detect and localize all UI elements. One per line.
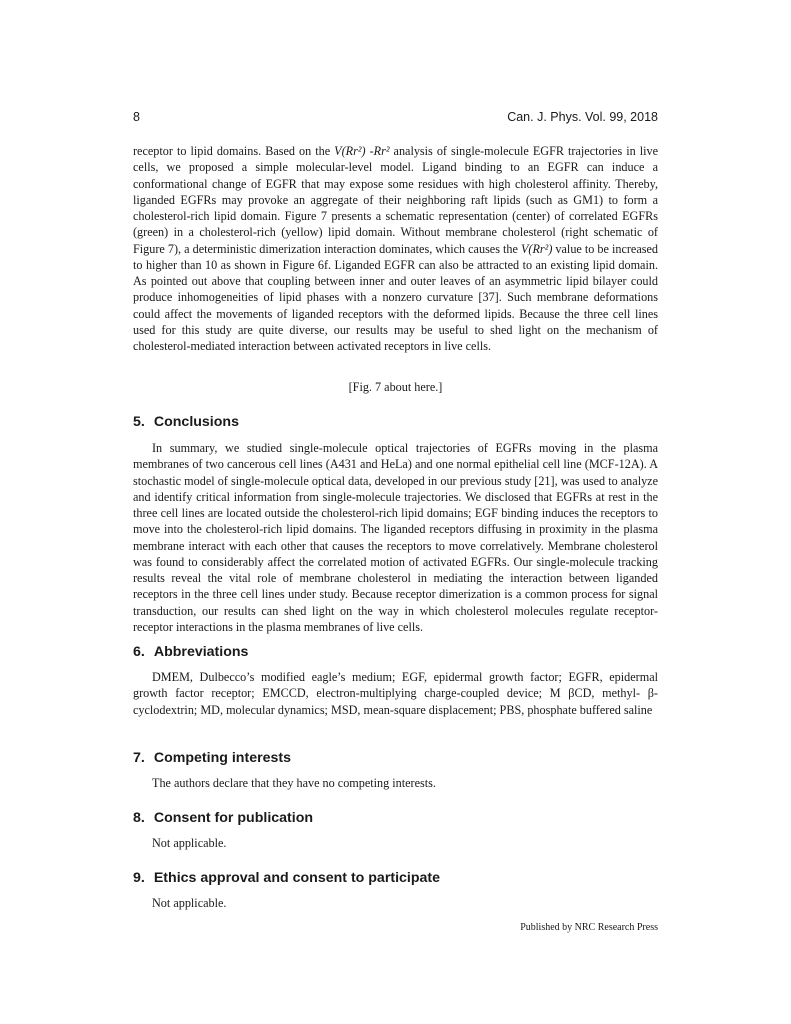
section-title: Competing interests <box>153 750 292 766</box>
page-number: 8 <box>133 110 140 124</box>
ethics-paragraph <box>133 895 658 911</box>
math-expression-2: V(Rr²) <box>520 241 553 256</box>
section-heading-competing-interests <box>133 750 291 766</box>
section-heading-consent <box>133 810 313 826</box>
section-heading-abbreviations <box>133 644 248 660</box>
intro-text-1: receptor to lipid domains. Based on the <box>133 144 335 158</box>
abbreviations-paragraph <box>133 669 658 718</box>
competing-interests-text: The authors declare that they have no competing interests. <box>152 776 436 790</box>
section-number: 6. <box>133 644 145 660</box>
intro-text-3: value to be increased to higher than 10 as shown in Figure 6f. Liganded EGFR can also be attracted to an existing lipid domain. As pointed out above that coupling between inner and outer leaves of an asymmetric lipid bilayer could produce inhomogeneities of lipid phases with a nonzero curvature [37]. Such membrane deformations could affect the movements of liganded receptors with the deformed lipids. Because the three cell lines used for this study are quite diverse, our results may be useful to shed light on the mechanism of cholesterol-mediated interaction between activated receptors in live cells. <box>133 241 658 353</box>
intro-text-2: analysis of single-molecule EGFR trajectories in live cells, we proposed a simple molecular-level model. Ligand binding to an EGFR can induce a conformational change of EGFR that may expose some residues with high cholesterol affinity. Thereby, liganded EGFRs may provoke an aggregate of their neighboring raft lipids (such as GM1) to form a cholesterol-rich lipid domain. Figure 7 presents a schematic representation (center) of correlated EGFRs (green) in a cholesterol-rich (yellow) lipid domain. Without membrane cholesterol (right schematic of Figure 7), a deterministic dimerization interaction dominates, which causes the <box>133 144 658 256</box>
consent-text: Not applicable. <box>152 836 227 850</box>
section-number: 8. <box>133 810 145 826</box>
section-number: 5. <box>133 414 145 430</box>
abbreviations-text: DMEM, Dulbecco’s modified eagle’s medium; EGF, epidermal growth factor; EGFR, epidermal growth factor receptor; EMCCD, electron-multiplying charge-coupled device; M βCD, methyl- β-cyclodextrin; MD, molecular dynamics; MSD, mean-square displacement; PBS, phosphate buffered saline <box>133 670 658 717</box>
figure-placeholder-note: [Fig. 7 about here.] <box>348 380 443 394</box>
conclusions-paragraph <box>133 440 658 635</box>
math-expression-1: V(Rr²) -Rr² <box>334 144 390 158</box>
competing-interests-paragraph <box>133 775 658 791</box>
section-title: Conclusions <box>153 414 239 430</box>
journal-citation: Can. J. Phys. Vol. 99, 2018 <box>507 110 658 124</box>
section-title: Abbreviations <box>153 644 249 660</box>
section-heading-conclusions <box>133 414 239 430</box>
section-title: Ethics approval and consent to participate <box>153 870 441 886</box>
consent-paragraph <box>133 835 658 851</box>
running-header <box>133 110 658 128</box>
section-number: 9. <box>133 870 145 886</box>
ethics-text: Not applicable. <box>152 896 227 910</box>
section-number: 7. <box>133 750 145 766</box>
publisher-footer: Published by NRC Research Press <box>520 922 658 933</box>
section-title: Consent for publication <box>153 810 314 826</box>
conclusions-text: In summary, we studied single-molecule optical trajectories of EGFRs moving in the plasma membranes of two cancerous cell lines (A431 and HeLa) and one normal epithelial cell line (MCF-12A). A stochastic model of single-molecule optical data, developed in our previous study [21], was used to analyze and identify critical information from single-molecule trajectories. We disclosed that EGFRs at rest in the three cell lines are located outside the cholesterol-rich lipid domains; EGF binding induces the receptors to move into the cholesterol-rich lipid domains. The liganded receptors diffusing in proximity in the plasma membrane interact with each other that causes the receptors to move correlatively. Membrane cholesterol was found to considerably affect the correlated motion of activated EGFRs. Our single-molecule tracking results reveal the vital role of membrane cholesterol in mediating the interaction between liganded receptors in the three cell lines under study. Because receptor dimerization is a common process for signal transduction, our results can shed light on the way in which cholesterol molecules regulate receptor-receptor interactions in the plasma membranes of live cells. <box>133 441 658 634</box>
section-heading-ethics <box>133 870 440 886</box>
intro-paragraph <box>133 143 658 354</box>
